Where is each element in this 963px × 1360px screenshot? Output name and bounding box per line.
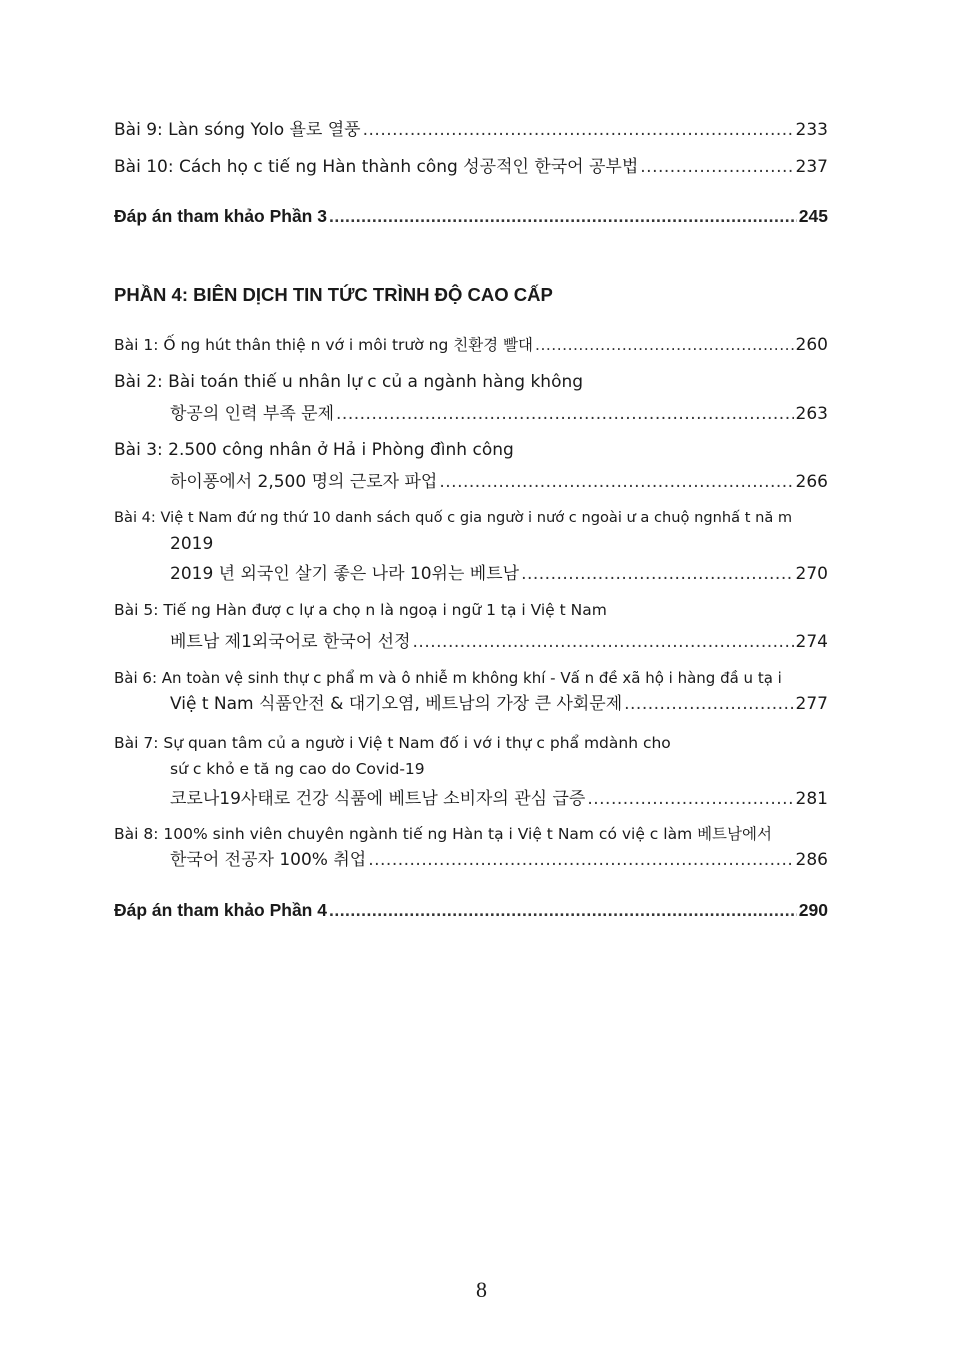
entry-title: 하이퐁에서 2,500 명의 근로자 파업 bbox=[170, 472, 438, 492]
entry-page: 270 bbox=[795, 564, 828, 584]
leader-dots bbox=[587, 787, 793, 811]
entry-line: Bài 3: 2.500 công nhân ở Hả i Phòng đình công bbox=[114, 440, 514, 460]
entry-page: 290 bbox=[798, 900, 828, 920]
entry-page: 274 bbox=[795, 632, 828, 652]
leader-dots bbox=[640, 155, 793, 179]
entry-title: 항공의 인력 부족 문제 bbox=[170, 404, 335, 424]
toc-answers-part4 bbox=[114, 898, 828, 922]
entry-title: Bài 9: Làn sóng Yolo 욜로 열풍 bbox=[114, 120, 361, 140]
toc-part4-b8 bbox=[114, 822, 828, 872]
toc-part4-b3 bbox=[114, 438, 828, 494]
toc-part3-tail bbox=[114, 118, 828, 142]
entry-page: 245 bbox=[798, 206, 828, 226]
entry-title: Đáp án tham khảo Phần 3 bbox=[114, 206, 327, 226]
toc-part4-b6 bbox=[114, 666, 828, 716]
entry-title: Đáp án tham khảo Phần 4 bbox=[114, 900, 327, 920]
toc-part4-b5 bbox=[114, 598, 828, 654]
toc-part4-b1 bbox=[114, 333, 828, 357]
entry-page: 281 bbox=[795, 789, 828, 809]
entry-page: 237 bbox=[795, 157, 828, 177]
toc-entry bbox=[114, 898, 828, 922]
entry-line-2: 2019 bbox=[170, 534, 214, 554]
leader-dots bbox=[521, 562, 793, 586]
entry-line: Bài 4: Việ t Nam đứ ng thứ 10 danh sách quố c gia ngườ i nướ c ngoài ư a chuộ ngnhấ t nă m bbox=[114, 509, 793, 526]
toc-entry bbox=[114, 470, 828, 494]
entry-page: 260 bbox=[795, 335, 828, 355]
leader-dots bbox=[624, 692, 793, 716]
leader-dots bbox=[363, 118, 794, 142]
toc-entry bbox=[114, 402, 828, 426]
leader-dots bbox=[439, 470, 793, 494]
entry-title: 베트남 제1외국어로 한국어 선정 bbox=[170, 632, 411, 652]
toc-part3-tail-2 bbox=[114, 155, 828, 179]
leader-dots bbox=[368, 848, 793, 872]
entry-page: 277 bbox=[795, 694, 828, 714]
toc-entry bbox=[114, 848, 828, 872]
entry-page: 263 bbox=[795, 404, 828, 424]
entry-page: 233 bbox=[795, 120, 828, 140]
entry-title: 코로나19사태로 건강 식품에 베트남 소비자의 관심 급증 bbox=[170, 789, 586, 809]
entry-title: Bài 1: Ố ng hút thân thiệ n vớ i môi trườ ng 친환경 빨대 bbox=[114, 336, 534, 354]
entry-title: Việ t Nam 식품안전 & 대기오염, 베트남의 가장 큰 사회문제 bbox=[170, 694, 623, 714]
entry-title: 한국어 전공자 100% 취업 bbox=[170, 850, 367, 870]
toc-part4-b7 bbox=[114, 731, 828, 811]
leader-dots bbox=[535, 333, 794, 357]
toc-entry bbox=[114, 118, 828, 142]
leader-dots bbox=[413, 630, 794, 654]
entry-line: Bài 6: An toàn vệ sinh thự c phẩ m và ô nhiễ m không khí - Vấ n đề xã hộ i hàng đầ u tạ i bbox=[114, 669, 782, 687]
toc-entry bbox=[114, 155, 828, 179]
entry-line: Bài 5: Tiế ng Hàn đượ c lự a chọ n là ngoạ i ngữ 1 tạ i Việ t Nam bbox=[114, 601, 607, 619]
toc-entry bbox=[114, 787, 828, 811]
leader-dots bbox=[336, 402, 794, 426]
toc-part4-b4 bbox=[114, 506, 828, 586]
leader-dots bbox=[329, 898, 797, 922]
leader-dots bbox=[329, 204, 797, 228]
toc-entry bbox=[114, 692, 828, 716]
entry-page: 286 bbox=[795, 850, 828, 870]
entry-line: Bài 7: Sự quan tâm củ a ngườ i Việ t Nam đố i vớ i thự c phẩ mdành cho bbox=[114, 734, 671, 752]
toc-entry bbox=[114, 630, 828, 654]
entry-page: 266 bbox=[795, 472, 828, 492]
entry-title: Bài 10: Cách họ c tiế ng Hàn thành công 성공적인 한국어 공부법 bbox=[114, 157, 639, 177]
toc-part4-b2 bbox=[114, 370, 828, 426]
entry-title: 2019 년 외국인 살기 좋은 나라 10위는 베트남 bbox=[170, 564, 520, 584]
entry-line: Bài 8: 100% sinh viên chuyên ngành tiế ng Hàn tạ i Việ t Nam có việ c làm 베트남에서 bbox=[114, 825, 772, 843]
entry-line-2: sứ c khỏ e tă ng cao do Covid-19 bbox=[170, 760, 425, 778]
toc-entry bbox=[114, 333, 828, 357]
entry-line: Bài 2: Bài toán thiế u nhân lự c củ a ngành hàng không bbox=[114, 372, 584, 392]
page-number: 8 bbox=[476, 1277, 487, 1302]
part4-heading: PHẦN 4: BIÊN DỊCH TIN TỨC TRÌNH ĐỘ CAO CẤP bbox=[114, 284, 553, 305]
toc-entry bbox=[114, 562, 828, 586]
toc-entry bbox=[114, 204, 828, 228]
toc-answers-part3 bbox=[114, 204, 828, 228]
